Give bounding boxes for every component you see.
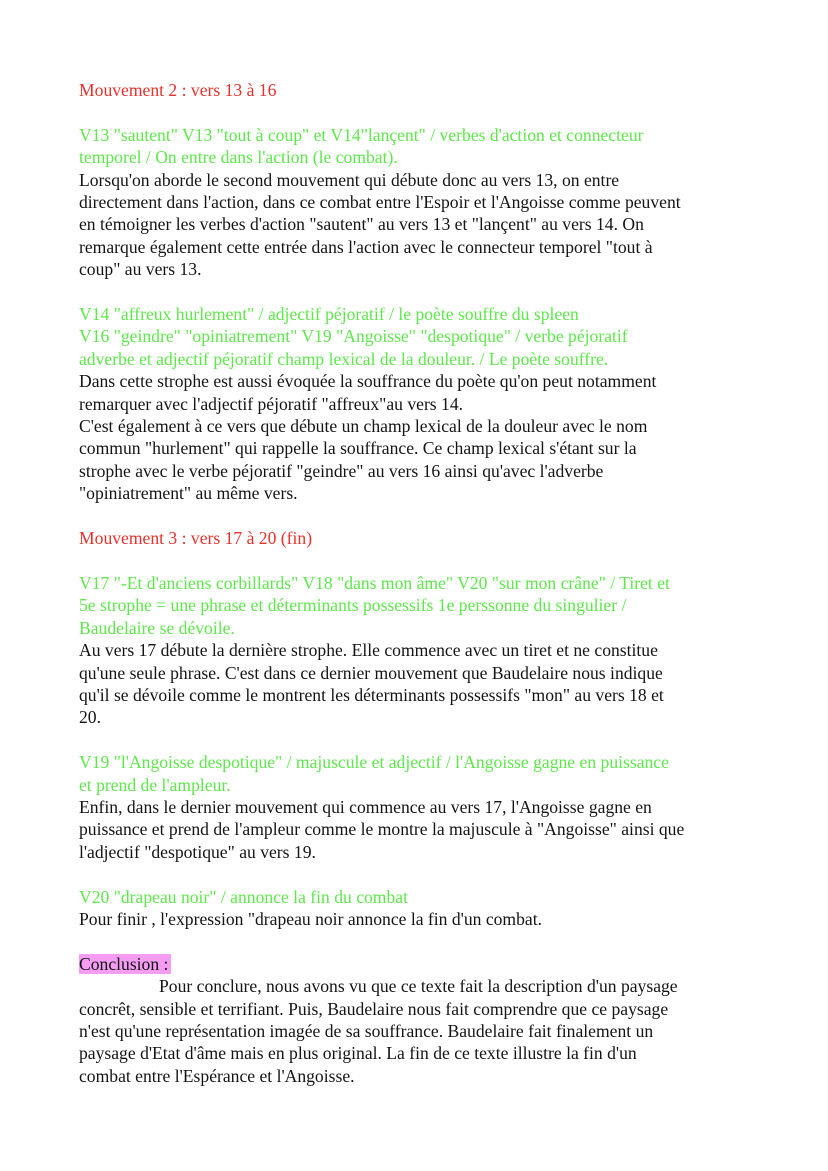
section-heading-mouvement-2: Mouvement 2 : vers 13 à 16 [79,80,277,100]
conclusion-heading: Conclusion : [79,954,171,974]
spacer [79,729,759,751]
analysis-note: V14 "affreux hurlement" / adjectif péjoratif / le poète souffre du spleen V16 "geindre" "opiniatrement" V19 "Angoisse" "despotique" / verbe péjoratif adverbe et adjectif péjoratif champ lexical de la douleur. / Le poète souffre. [79,304,628,369]
section-heading-mouvement-3: Mouvement 3 : vers 17 à 20 (fin) [79,528,313,549]
document-page [79,79,759,1087]
analysis-note: V19 "l'Angoisse despotique" / majuscule et adjectif / l'Angoisse gagne en puissance et prend de l'ampleur. [79,752,669,795]
analysis-note: V20 "drapeau noir" / annonce la fin du combat [79,886,408,907]
spacer [79,549,759,571]
conclusion-paragraph: Pour conclure, nous avons vu que ce texte fait la description d'un paysage concrêt, sensible et terrifiant. Puis, Baudelaire nous fait comprendre que ce paysage n'est qu'une représentation imagée de sa souffrance. Baudelaire fait finalement un paysage d'Etat d'âme mais en plus original. La fin de ce texte illustre la fin d'un combat entre l'Espérance et l'Angoisse. [79,976,678,1086]
analysis-note: V17 "-Et d'anciens corbillards" V18 "dans mon âme" V20 "sur mon crâne" / Tiret et 5e strophe = une phrase et déterminants possessifs 1e perssonne du singulier / Baudelaire se dévoile. [79,572,670,638]
spacer [79,930,759,952]
analysis-paragraph: Au vers 17 débute la dernière strophe. Elle commence avec un tiret et ne constitue qu'une seule phrase. C'est dans ce dernier mouvement que Baudelaire nous indique qu'il se dévoile comme le montrent les déterminants possessifs "mon" au vers 18 et 20. [79,640,664,728]
analysis-paragraph: Lorsqu'on aborde le second mouvement qui débute donc au vers 13, on entre directement dans l'action, dans ce combat entre l'Espoir et l'Angoisse comme peuvent en témoigner les verbes d'action "sautent" au vers 13 et "lançent" au vers 14. On remarque également cette entrée dans l'action avec le connecteur temporel "tout à coup" au vers 13. [79,169,681,280]
spacer [79,505,759,527]
spacer [79,281,759,303]
analysis-paragraph: Dans cette strophe est aussi évoquée la souffrance du poète qu'on peut notamment remarquer avec l'adjectif péjoratif "affreux"au vers 14. C'est également à ce vers que débute un champ lexical de la douleur avec le nom commun "hurlement" qui rappelle la souffrance. Ce champ lexical s'étant sur la strophe avec le verbe péjoratif "geindre" au vers 16 ainsi qu'avec l'adverbe "opiniatrement" au même vers. [79,371,657,504]
conclusion-heading-line [79,953,759,975]
analysis-note: V13 "sautent" V13 "tout à coup" et V14"lançent" / verbes d'action et connecteur temporel / On entre dans l'action (le combat). [79,124,644,168]
analysis-paragraph: Pour finir , l'expression "drapeau noir annonce la fin d'un combat. [79,908,543,929]
spacer [79,101,759,123]
spacer [79,863,759,885]
analysis-paragraph: Enfin, dans le dernier mouvement qui commence au vers 17, l'Angoisse gagne en puissance et prend de l'ampleur comme le montre la majuscule à "Angoisse" ainsi que l'adjectif "despotique" au vers 19. [79,796,685,862]
